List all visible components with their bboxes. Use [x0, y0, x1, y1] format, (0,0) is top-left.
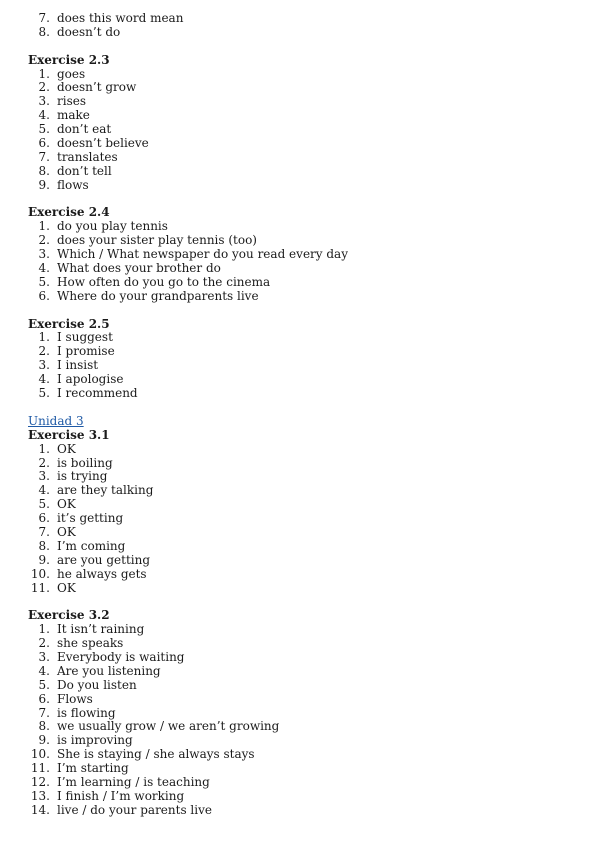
- list-item: [28, 734, 580, 748]
- list-item: [28, 568, 580, 582]
- item-answer: does this word mean: [57, 11, 184, 25]
- list-item: [28, 234, 580, 248]
- item-answer: are they talking: [57, 483, 154, 498]
- exercise-2-3: [28, 54, 580, 193]
- list-item: [28, 484, 580, 498]
- list-item: [28, 776, 580, 790]
- item-number: 4.: [38, 372, 50, 387]
- item-number: 4.: [38, 663, 50, 678]
- item-answer: rises: [57, 94, 86, 109]
- item-answer: I insist: [57, 358, 99, 373]
- exercise-heading: Exercise 2.4: [28, 205, 110, 220]
- item-number: 7.: [38, 149, 50, 164]
- list-item: [28, 665, 580, 679]
- item-answer: are you getting: [57, 552, 151, 567]
- item-number: 3.: [38, 649, 50, 664]
- item-answer: I recommend: [57, 386, 138, 401]
- item-answer: Everybody is waiting: [57, 649, 185, 664]
- list-item: [28, 276, 580, 290]
- item-number: 6.: [38, 691, 50, 706]
- item-answer: does your sister play tennis (too): [57, 233, 257, 248]
- item-number: 5.: [38, 274, 50, 289]
- spacer: [28, 595, 580, 609]
- item-answer: I apologise: [57, 372, 124, 387]
- list-item: [28, 443, 580, 457]
- item-number: 1.: [38, 66, 50, 81]
- list-item: [28, 137, 580, 151]
- item-number: 3.: [38, 247, 50, 262]
- item-number: 8.: [38, 719, 50, 734]
- exercise-heading: Exercise 2.3: [28, 52, 110, 67]
- exercise-heading: Exercise 3.2: [28, 608, 110, 623]
- item-number: 3.: [38, 94, 50, 109]
- item-number: 8.: [38, 24, 50, 39]
- item-answer: I’m starting: [57, 761, 129, 776]
- list-item: [28, 109, 580, 123]
- list-item: [28, 540, 580, 554]
- item-answer: we usually grow / we aren’t growing: [57, 719, 280, 734]
- item-answer: OK: [57, 524, 76, 539]
- list-item: [28, 470, 580, 484]
- list-item: [28, 359, 580, 373]
- item-answer: Do you listen: [57, 677, 137, 692]
- item-number: 9.: [38, 552, 50, 567]
- list-item: [28, 651, 580, 665]
- spacer: [28, 40, 580, 54]
- list-item: [28, 693, 580, 707]
- item-answer: I promise: [57, 344, 115, 359]
- item-answer: OK: [57, 441, 76, 456]
- item-number: 5.: [38, 677, 50, 692]
- item-number: 14.: [30, 802, 50, 817]
- list-item: [28, 151, 580, 165]
- item-number: 6.: [38, 136, 50, 151]
- item-answer: I finish / I’m working: [57, 788, 185, 803]
- item-answer: doesn’t believe: [57, 136, 149, 151]
- list-item: [28, 623, 580, 637]
- list-item: [28, 554, 580, 568]
- exercise-3-1: [28, 429, 580, 596]
- item-answer: make: [57, 108, 90, 123]
- list-item: [28, 248, 580, 262]
- item-number: 1.: [38, 219, 50, 234]
- list-item: [28, 498, 580, 512]
- item-number: 5.: [38, 122, 50, 137]
- item-number: 6.: [38, 288, 50, 303]
- item-number: 8.: [38, 538, 50, 553]
- item-number: 4.: [38, 108, 50, 123]
- item-answer: don’t tell: [57, 163, 112, 178]
- list-item: [28, 345, 580, 359]
- list-item: [28, 179, 580, 193]
- item-number: 1.: [38, 622, 50, 637]
- item-number: 11.: [30, 761, 50, 776]
- item-answer: is flowing: [57, 705, 116, 720]
- item-answer: Which / What newspaper do you read every day: [57, 247, 348, 262]
- item-answer: OK: [57, 497, 76, 512]
- list-item: [28, 748, 580, 762]
- item-number: 1.: [38, 441, 50, 456]
- list-item: [28, 68, 580, 82]
- exercise-heading: Exercise 2.5: [28, 316, 110, 331]
- item-answer: It isn’t raining: [57, 622, 145, 637]
- item-answer: it’s getting: [57, 511, 124, 526]
- list-item: [28, 262, 580, 276]
- list-item: [28, 26, 580, 40]
- unit-3-heading: [28, 415, 580, 429]
- list-item: [28, 12, 580, 26]
- item-number: 2.: [38, 233, 50, 248]
- unit-3-link[interactable]: Unidad 3: [28, 413, 84, 428]
- item-answer: is boiling: [57, 455, 113, 470]
- list-item: [28, 387, 580, 401]
- item-answer: do you play tennis: [57, 219, 168, 234]
- list-item: [28, 582, 580, 596]
- item-answer: Where do your grandparents live: [57, 288, 259, 303]
- list-item: [28, 526, 580, 540]
- item-number: 5.: [38, 386, 50, 401]
- spacer: [28, 401, 580, 415]
- item-answer: translates: [57, 149, 118, 164]
- item-answer: doesn’t grow: [57, 80, 137, 95]
- item-number: 13.: [30, 788, 50, 803]
- list-item: [28, 290, 580, 304]
- item-number: 6.: [38, 511, 50, 526]
- list-item: [28, 762, 580, 776]
- item-answer: live / do your parents live: [57, 802, 212, 817]
- list-item: [28, 95, 580, 109]
- list-item: [28, 720, 580, 734]
- item-number: 2.: [38, 636, 50, 651]
- list-item: [28, 790, 580, 804]
- item-number: 10.: [30, 566, 50, 581]
- item-number: 2.: [38, 455, 50, 470]
- item-number: 3.: [38, 358, 50, 373]
- item-number: 9.: [38, 177, 50, 192]
- item-answer: I suggest: [57, 330, 113, 345]
- item-number: 9.: [38, 733, 50, 748]
- item-number: 3.: [38, 469, 50, 484]
- item-answer: don’t eat: [57, 122, 112, 137]
- list-item: [28, 457, 580, 471]
- item-answer: is trying: [57, 469, 108, 484]
- item-number: 12.: [30, 774, 50, 789]
- spacer: [28, 304, 580, 318]
- item-answer: Flows: [57, 691, 93, 706]
- item-answer: How often do you go to the cinema: [57, 274, 271, 289]
- item-answer: Are you listening: [57, 663, 161, 678]
- item-answer: is improving: [57, 733, 133, 748]
- list-item: [28, 637, 580, 651]
- exercise-3-2: [28, 609, 580, 817]
- item-answer: She is staying / she always stays: [57, 747, 255, 762]
- list-item: [28, 707, 580, 721]
- list-item: [28, 804, 580, 818]
- list-intro: [28, 12, 580, 40]
- item-answer: she speaks: [57, 636, 124, 651]
- item-number: 11.: [30, 580, 50, 595]
- item-number: 8.: [38, 163, 50, 178]
- list-item: [28, 373, 580, 387]
- item-answer: I’m coming: [57, 538, 126, 553]
- list-item: [28, 331, 580, 345]
- item-answer: OK: [57, 580, 76, 595]
- item-number: 7.: [38, 524, 50, 539]
- list-item: [28, 165, 580, 179]
- list-item: [28, 512, 580, 526]
- list-item: [28, 679, 580, 693]
- item-number: 7.: [38, 11, 50, 25]
- item-answer: I’m learning / is teaching: [57, 774, 210, 789]
- spacer: [28, 193, 580, 207]
- exercise-2-5: [28, 318, 580, 401]
- item-answer: he always gets: [57, 566, 147, 581]
- item-number: 5.: [38, 497, 50, 512]
- item-answer: What does your brother do: [57, 261, 221, 276]
- list-item: [28, 81, 580, 95]
- exercise-2-4: [28, 206, 580, 303]
- list-item: [28, 123, 580, 137]
- item-number: 4.: [38, 483, 50, 498]
- item-answer: flows: [57, 177, 89, 192]
- item-number: 2.: [38, 80, 50, 95]
- item-number: 1.: [38, 330, 50, 345]
- item-number: 10.: [30, 747, 50, 762]
- item-number: 4.: [38, 261, 50, 276]
- item-answer: goes: [57, 66, 86, 81]
- item-number: 7.: [38, 705, 50, 720]
- answer-key-page: [28, 12, 580, 818]
- item-answer: doesn’t do: [57, 24, 121, 39]
- list-item: [28, 220, 580, 234]
- exercise-heading: Exercise 3.1: [28, 427, 110, 442]
- item-number: 2.: [38, 344, 50, 359]
